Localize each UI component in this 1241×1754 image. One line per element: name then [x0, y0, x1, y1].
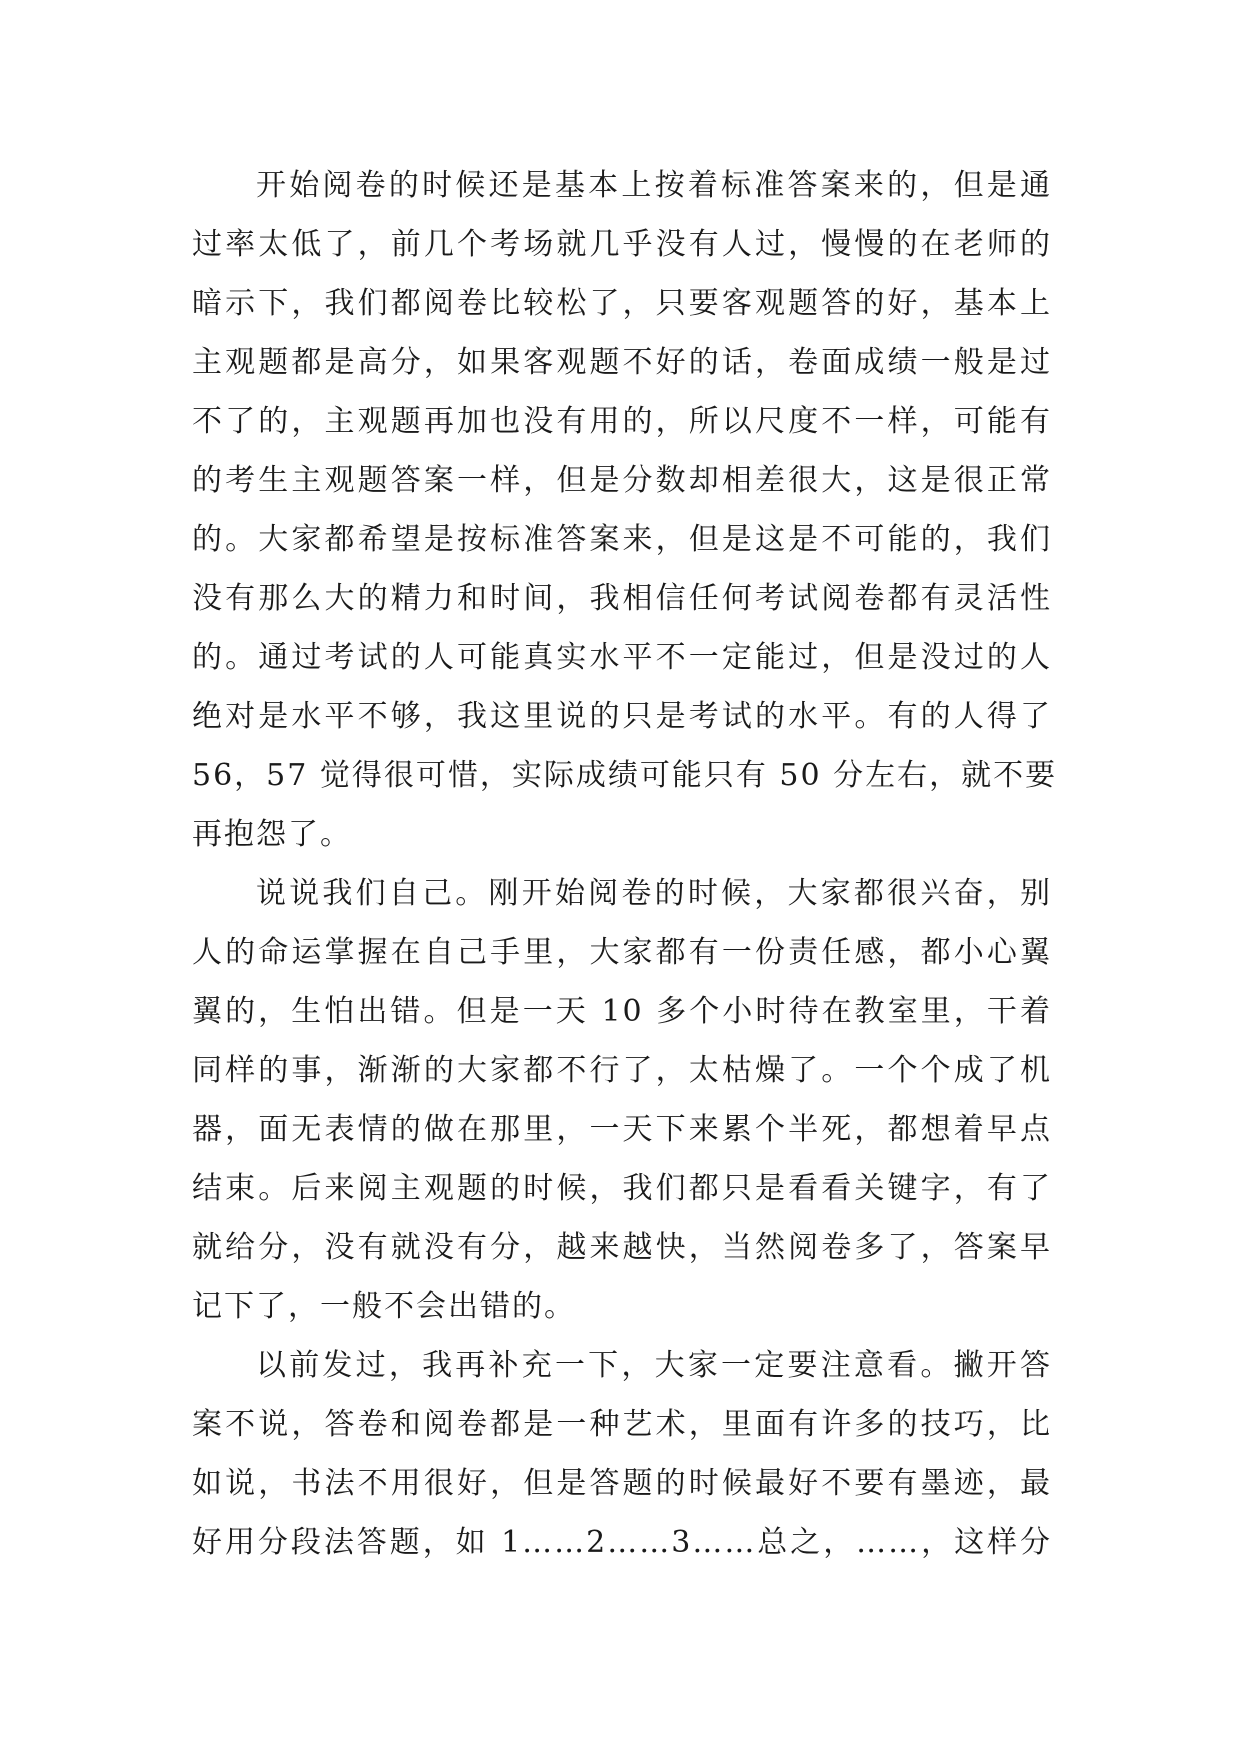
- text-line: 翼的，生怕出错。但是一天 10 多个小时待在教室里，干着: [192, 994, 1052, 1029]
- text-line: 同样的事，渐渐的大家都不行了，太枯燥了。一个个成了机: [192, 1053, 1052, 1088]
- text-line: 的。大家都希望是按标准答案来，但是这是不可能的，我们: [192, 522, 1052, 557]
- paragraph-2: [192, 864, 1052, 1336]
- text-line: 过率太低了，前几个考场就几乎没有人过，慢慢的在老师的: [192, 227, 1052, 262]
- text-line: 56，57 觉得很可惜，实际成绩可能只有 50 分左右，就不要: [192, 758, 1058, 793]
- text-line: 不了的，主观题再加也没有用的，所以尺度不一样，可能有: [192, 404, 1052, 439]
- text-line: 的考生主观题答案一样，但是分数却相差很大，这是很正常: [192, 463, 1052, 498]
- text-line: 再抱怨了。: [192, 817, 352, 852]
- text-line: 的。通过考试的人可能真实水平不一定能过，但是没过的人: [192, 640, 1052, 675]
- document-body: [192, 156, 1058, 1572]
- text-line: 结束。后来阅主观题的时候，我们都只是看看关键字，有了: [192, 1171, 1052, 1206]
- text-line: 暗示下，我们都阅卷比较松了，只要客观题答的好，基本上: [192, 286, 1052, 321]
- text-line: 记下了，一般不会出错的。: [192, 1289, 576, 1324]
- text-line: 说说我们自己。刚开始阅卷的时候，大家都很兴奋，别: [256, 876, 1052, 911]
- paragraph-3: [192, 1336, 1052, 1572]
- text-line: 主观题都是高分，如果客观题不好的话，卷面成绩一般是过: [192, 345, 1052, 380]
- paragraph-1: [192, 156, 1058, 864]
- text-line: 没有那么大的精力和时间，我相信任何考试阅卷都有灵活性: [192, 581, 1052, 616]
- text-line: 绝对是水平不够，我这里说的只是考试的水平。有的人得了: [192, 699, 1052, 734]
- text-line: 就给分，没有就没有分，越来越快，当然阅卷多了，答案早: [192, 1230, 1052, 1265]
- text-line: 人的命运掌握在自己手里，大家都有一份责任感，都小心翼: [192, 935, 1052, 970]
- text-line: 案不说，答卷和阅卷都是一种艺术，里面有许多的技巧，比: [192, 1407, 1052, 1442]
- text-line: 开始阅卷的时候还是基本上按着标准答案来的，但是通: [256, 168, 1052, 203]
- text-line: 器，面无表情的做在那里，一天下来累个半死，都想着早点: [192, 1112, 1052, 1147]
- text-line: 好用分段法答题，如 1……2……3……总之，……，这样分: [192, 1525, 1052, 1560]
- text-line: 如说，书法不用很好，但是答题的时候最好不要有墨迹，最: [192, 1466, 1052, 1501]
- text-line: 以前发过，我再补充一下，大家一定要注意看。撇开答: [256, 1348, 1052, 1383]
